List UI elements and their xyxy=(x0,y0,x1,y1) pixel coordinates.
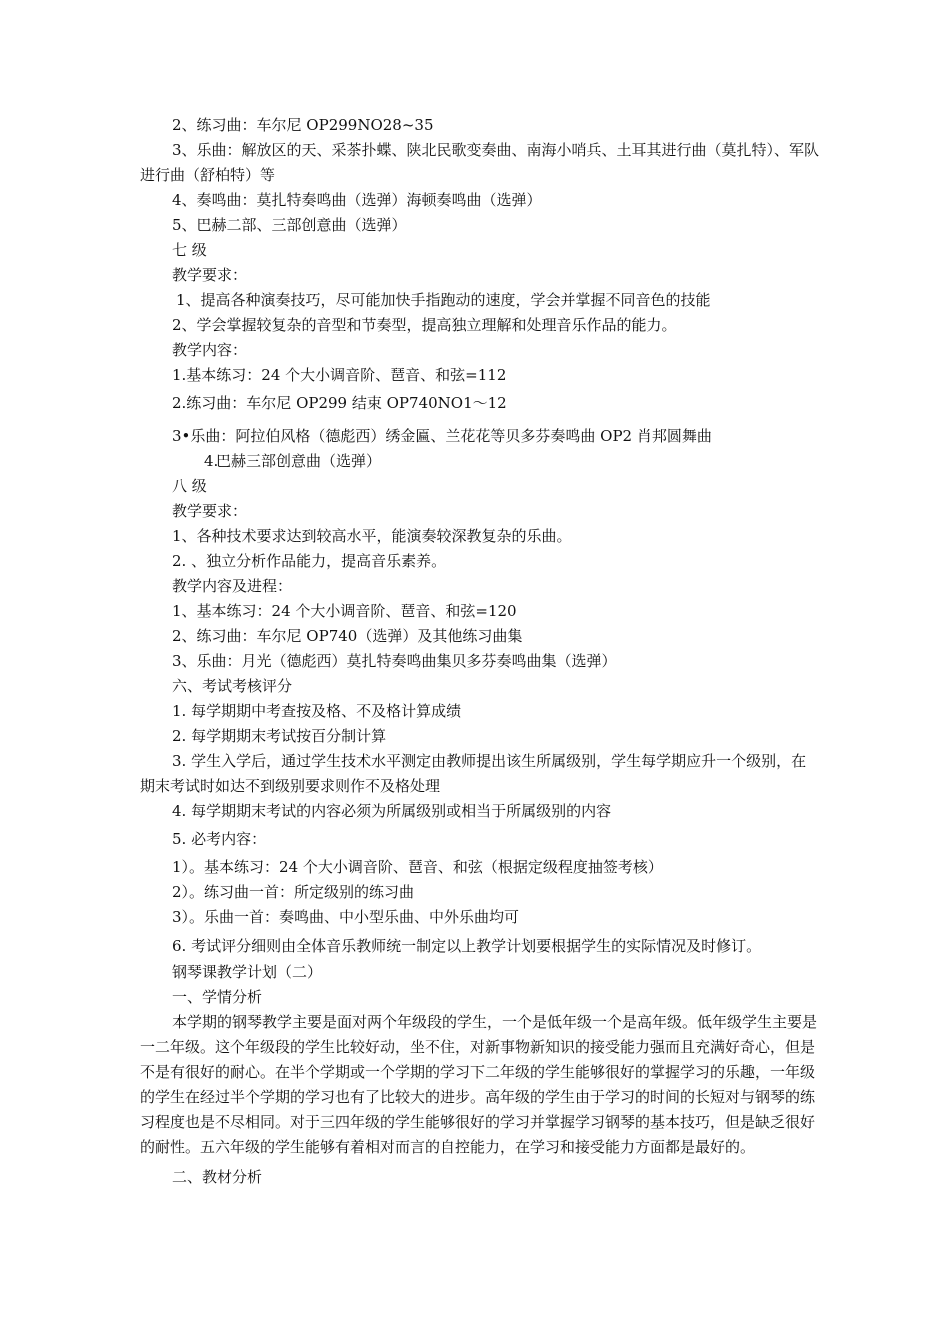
paragraph: 1.基本练习：24 个大小调音阶、琶音、和弦=112 xyxy=(172,366,507,384)
paragraph: 2. 、独立分析作品能力，提高音乐素养。 xyxy=(172,552,447,570)
paragraph: 2、练习曲：车尔尼 OP740（选弹）及其他练习曲集 xyxy=(172,627,523,645)
paragraph: 1. 每学期期中考查按及格、不及格计算成绩 xyxy=(172,702,462,720)
paragraph: 2、学会掌握较复杂的音型和节奏型，提高独立理解和处理音乐作品的能力。 xyxy=(172,316,677,334)
section-label: 教学内容： xyxy=(172,341,248,359)
section-heading: 二、教材分析 xyxy=(172,1168,263,1186)
paragraph: 3•乐曲：阿拉伯风格（德彪西）绣金匾、兰花花等贝多芬奏鸣曲 OP2 肖邦圆舞曲 xyxy=(172,427,712,445)
level-heading: 八 级 xyxy=(172,477,207,495)
document-subtitle: 钢琴课教学计划（二） xyxy=(172,963,323,981)
paragraph: 2.练习曲：车尔尼 OP299 结束 OP740NO1〜12 xyxy=(172,394,507,412)
paragraph: 3. 学生入学后，通过学生技术水平测定由教师提出该生所属级别，学生每学期应升一个级别，在期末考试时如达不到级别要求则作不及格处理 xyxy=(140,752,807,795)
paragraph: 2、练习曲：车尔尼 OP299NO28~35 xyxy=(172,116,434,134)
paragraph: 5. 必考内容： xyxy=(172,830,267,848)
paragraph: 4、奏鸣曲：莫扎特奏鸣曲（选弹）海顿奏鸣曲（选弹） xyxy=(172,191,542,209)
paragraph: 2）。练习曲一首：所定级别的练习曲 xyxy=(172,883,415,901)
paragraph: 1、基本练习：24 个大小调音阶、琶音、和弦=120 xyxy=(172,602,517,620)
paragraph: 5、巴赫二部、三部创意曲（选弹） xyxy=(172,216,407,234)
paragraph: 1、各种技术要求达到较高水平，能演奏较深教复杂的乐曲。 xyxy=(172,527,572,545)
level-heading: 七 级 xyxy=(172,241,207,259)
paragraph: 3）。乐曲一首：奏鸣曲、中小型乐曲、中外乐曲均可 xyxy=(172,908,520,926)
list-text: 巴赫三部创意曲（选弹） xyxy=(216,452,382,470)
section-label: 教学要求： xyxy=(172,266,248,284)
section-label: 教学内容及进程： xyxy=(172,577,293,595)
document-body xyxy=(140,113,820,1190)
section-heading: 一、学情分析 xyxy=(172,988,263,1006)
section-heading: 六、考试考核评分 xyxy=(172,677,293,695)
section-label: 教学要求： xyxy=(172,502,248,520)
list-number: 4. xyxy=(204,452,219,470)
paragraph: 1、提高各种演奏技巧，尽可能加快手指跑动的速度，学会并掌握不同音色的技能 xyxy=(176,291,711,309)
paragraph: 2. 每学期期末考试按百分制计算 xyxy=(172,727,387,745)
paragraph: 本学期的钢琴教学主要是面对两个年级段的学生，一个是低年级一个是高年级。低年级学生主要是一二年级。这个年级段的学生比较好动，坐不住，对新事物新知识的接受能力强而且充满好奇心，但是不是有很好的耐心。在半个学期或一个学期的学习下二年级的学生能够很好的掌握学习的乐趣，一年级的学生在经过半个学期的学习也有了比较大的进步。高年级的学生由于学习的时间的长短对与钢琴的练习程度也是不尽相同。对于三四年级的学生能够很好的学习并掌握学习钢琴的基本技巧，但是缺乏很好的耐性。五六年级的学生能够有着相对而言的自控能力，在学习和接受能力方面都是最好的。 xyxy=(140,1013,818,1156)
paragraph: 3、乐曲：解放区的天、采茶扑蝶、陕北民歌变奏曲、南海小哨兵、土耳其进行曲（莫扎特）、军队进行曲（舒柏特）等 xyxy=(140,141,820,184)
paragraph: 3、乐曲：月光（德彪西）莫扎特奏鸣曲集贝多芬奏鸣曲集（选弹） xyxy=(172,652,617,670)
paragraph xyxy=(140,449,820,474)
paragraph: 4. 每学期期末考试的内容必须为所属级别或相当于所属级别的内容 xyxy=(172,802,612,820)
paragraph: 1）。基本练习：24 个大小调音阶、琶音、和弦（根据定级程度抽签考核） xyxy=(172,858,663,876)
paragraph: 6. 考试评分细则由全体音乐教师统一制定以上教学计划要根据学生的实际情况及时修订。 xyxy=(172,937,762,955)
